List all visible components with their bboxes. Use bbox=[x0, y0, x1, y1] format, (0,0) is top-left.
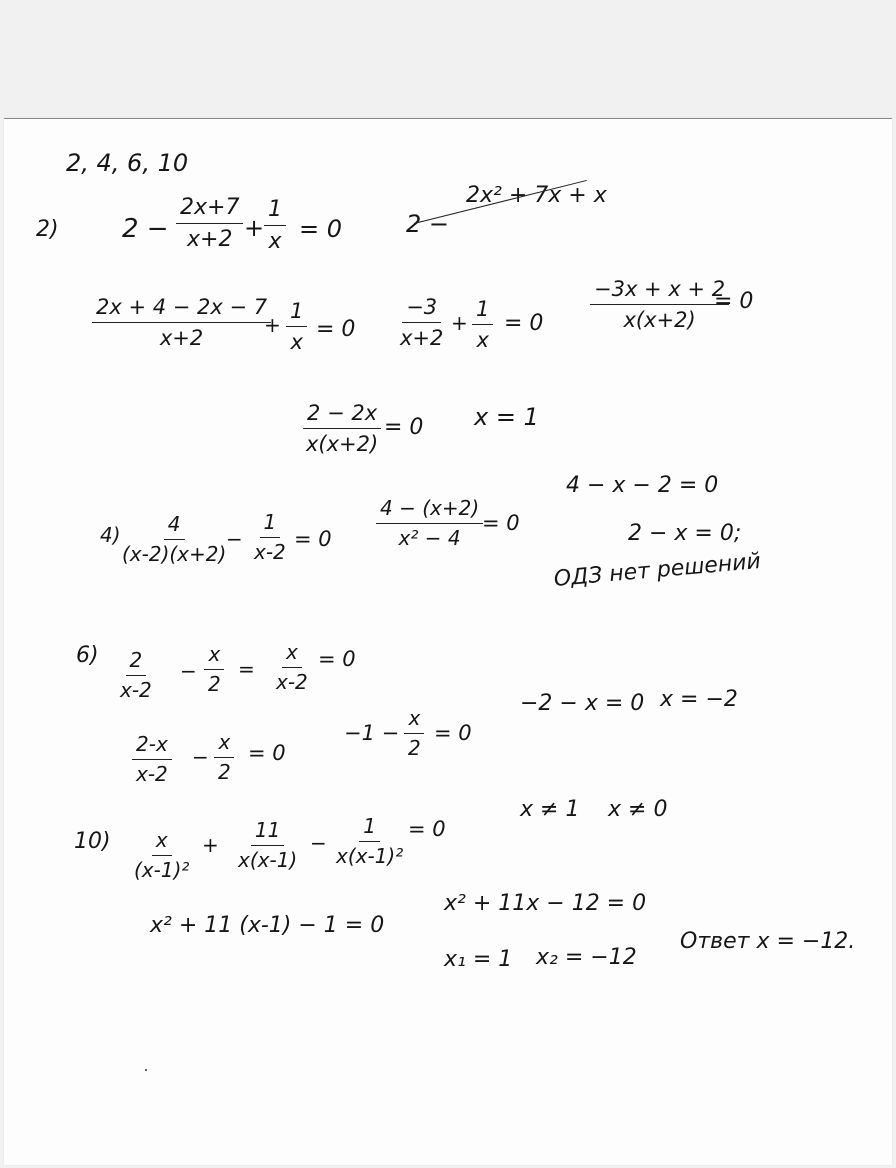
p4-line-1: 4 − x − 2 = 0 bbox=[566, 473, 719, 498]
p10-condition-2: x ≠ 0 bbox=[608, 797, 668, 822]
p10-eq: = 0 bbox=[408, 817, 446, 841]
problem-4-label: 4) bbox=[100, 523, 121, 547]
p4-f1-den: (x-2)(x+2) bbox=[122, 542, 227, 566]
p2-s2-eq: = 0 bbox=[316, 317, 356, 342]
p10-condition-1: x ≠ 1 bbox=[520, 797, 580, 822]
p6-eq: = 0 bbox=[318, 647, 356, 671]
p6-s3-eq: = 0 bbox=[434, 721, 472, 745]
p2-fraction-1 bbox=[176, 195, 243, 253]
p6-s3-fraction bbox=[404, 707, 425, 760]
p2-s3-plus: + bbox=[451, 311, 468, 335]
p4-fraction-1 bbox=[118, 513, 230, 566]
p2-f2-num: 1 bbox=[264, 197, 286, 226]
p2-eq-tail: = 0 bbox=[299, 215, 343, 243]
p6-s3-lead: −1 − bbox=[344, 721, 400, 745]
problem-10-label: 10) bbox=[74, 829, 111, 854]
p2-s5-den: x(x+2) bbox=[306, 432, 379, 457]
p6-s4: −2 − x = 0 bbox=[520, 691, 645, 716]
p10-f3-den: x(x-1)² bbox=[336, 844, 404, 868]
p2-s3-f1-den: x+2 bbox=[400, 326, 444, 351]
p2-f1-num: 2x+7 bbox=[176, 195, 243, 224]
p2-s3-eq: = 0 bbox=[504, 311, 544, 336]
p2-eq-lead: 2 − bbox=[122, 214, 169, 244]
p6-s2-eq: = 0 bbox=[248, 741, 286, 765]
p6-fraction-2 bbox=[204, 643, 225, 696]
p10-fraction-3 bbox=[332, 815, 407, 868]
p2-crossed-lead: 2 − bbox=[406, 210, 450, 238]
p2-fraction-2 bbox=[264, 197, 286, 255]
p6-equals: = bbox=[238, 657, 255, 681]
p4-minus: − bbox=[226, 527, 243, 551]
p2-crossed-text: 2x² + 7x + x bbox=[466, 183, 607, 208]
p2-s4-eq: = 0 bbox=[714, 289, 754, 314]
p2-s3-f1-num: −3 bbox=[402, 295, 441, 323]
p6-fraction-3 bbox=[272, 641, 312, 694]
p6-fraction-1 bbox=[116, 649, 156, 702]
p4-line-3: ОДЗ нет решений bbox=[552, 548, 762, 592]
p4-s2-num: 4 − (x+2) bbox=[376, 497, 483, 524]
p6-s3-num: x bbox=[404, 707, 424, 734]
p2-s5-eq: = 0 bbox=[384, 415, 424, 440]
p6-f3-num: x bbox=[282, 641, 302, 668]
p2-s4-num: −3x + x + 2 bbox=[590, 277, 729, 305]
p6-s2-f2-num: x bbox=[214, 731, 234, 758]
p6-f2-den: 2 bbox=[208, 672, 221, 696]
p6-s2-f1-den: x-2 bbox=[136, 762, 168, 786]
p6-f1-den: x-2 bbox=[120, 678, 152, 702]
p6-s3-den: 2 bbox=[408, 736, 421, 760]
p6-s2-f1-num: 2-x bbox=[132, 733, 172, 760]
p10-line-2: x² + 11x − 12 = 0 bbox=[444, 891, 647, 916]
p2-s5-num: 2 − 2x bbox=[303, 401, 381, 429]
p4-s2-fraction bbox=[376, 497, 483, 550]
p2-s5-fraction bbox=[302, 401, 382, 456]
p6-f2-num: x bbox=[204, 643, 224, 670]
task-numbers: 2, 4, 6, 10 bbox=[66, 149, 189, 177]
stray-mark bbox=[145, 1069, 147, 1071]
p2-s2-f2-num: 1 bbox=[286, 299, 307, 327]
p2-s3-f2-den: x bbox=[476, 328, 489, 353]
p4-s2-den: x² − 4 bbox=[398, 526, 461, 550]
p6-minus: − bbox=[180, 659, 197, 683]
p2-s2-fraction-2 bbox=[286, 299, 307, 354]
p6-s2-fraction-2 bbox=[214, 731, 235, 784]
p4-f2-num: 1 bbox=[260, 511, 281, 538]
p2-f1-den: x+2 bbox=[187, 227, 233, 253]
p10-line-1: x² + 11 (x-1) − 1 = 0 bbox=[150, 913, 385, 938]
p6-s2-f2-den: 2 bbox=[218, 760, 231, 784]
p2-f2-den: x bbox=[268, 229, 282, 255]
p2-s3-fraction-1 bbox=[396, 295, 447, 350]
p2-s2-f1-den: x+2 bbox=[159, 326, 204, 351]
p10-f3-num: 1 bbox=[359, 815, 380, 842]
p4-line-2: 2 − x = 0; bbox=[628, 521, 742, 546]
p2-s4-fraction bbox=[590, 277, 729, 332]
p6-f1-num: 2 bbox=[126, 649, 147, 676]
p10-f1-num: x bbox=[152, 829, 172, 856]
p2-s4-den: x(x+2) bbox=[623, 308, 696, 333]
p10-fraction-1 bbox=[130, 829, 193, 882]
p10-plus: + bbox=[202, 833, 219, 857]
p10-minus: − bbox=[310, 831, 327, 855]
p4-s2-eq: = 0 bbox=[482, 511, 520, 535]
p10-f2-den: x(x-1) bbox=[238, 848, 298, 872]
p2-s2-plus: + bbox=[264, 313, 281, 337]
p10-f1-den: (x-1)² bbox=[134, 858, 190, 882]
p4-f2-den: x-2 bbox=[254, 540, 286, 564]
p4-fraction-2 bbox=[250, 511, 290, 564]
p6-answer: x = −2 bbox=[660, 687, 738, 712]
p4-eq: = 0 bbox=[294, 527, 332, 551]
p2-s3-fraction-2 bbox=[472, 297, 493, 352]
p10-answer: Ответ x = −12. bbox=[680, 929, 856, 954]
p10-root-2: x₂ = −12 bbox=[536, 945, 637, 970]
problem-2-label: 2) bbox=[36, 217, 59, 242]
p10-root-1: x₁ = 1 bbox=[444, 947, 513, 972]
p2-s2-f1-num: 2x + 4 − 2x − 7 bbox=[92, 295, 271, 323]
p2-answer: x = 1 bbox=[474, 403, 539, 431]
p6-f3-den: x-2 bbox=[276, 670, 308, 694]
p10-fraction-2 bbox=[234, 819, 301, 872]
p6-s2-fraction-1 bbox=[132, 733, 172, 786]
p10-f2-num: 11 bbox=[251, 819, 284, 846]
p2-s3-f2-num: 1 bbox=[472, 297, 493, 325]
p2-s2-f2-den: x bbox=[290, 330, 303, 355]
paper-sheet bbox=[4, 118, 892, 1165]
p6-s2-minus: − bbox=[192, 745, 209, 769]
p2-plus: + bbox=[244, 214, 265, 242]
problem-6-label: 6) bbox=[76, 643, 99, 668]
p2-s2-fraction-1 bbox=[92, 295, 271, 350]
p4-f1-num: 4 bbox=[164, 513, 185, 540]
